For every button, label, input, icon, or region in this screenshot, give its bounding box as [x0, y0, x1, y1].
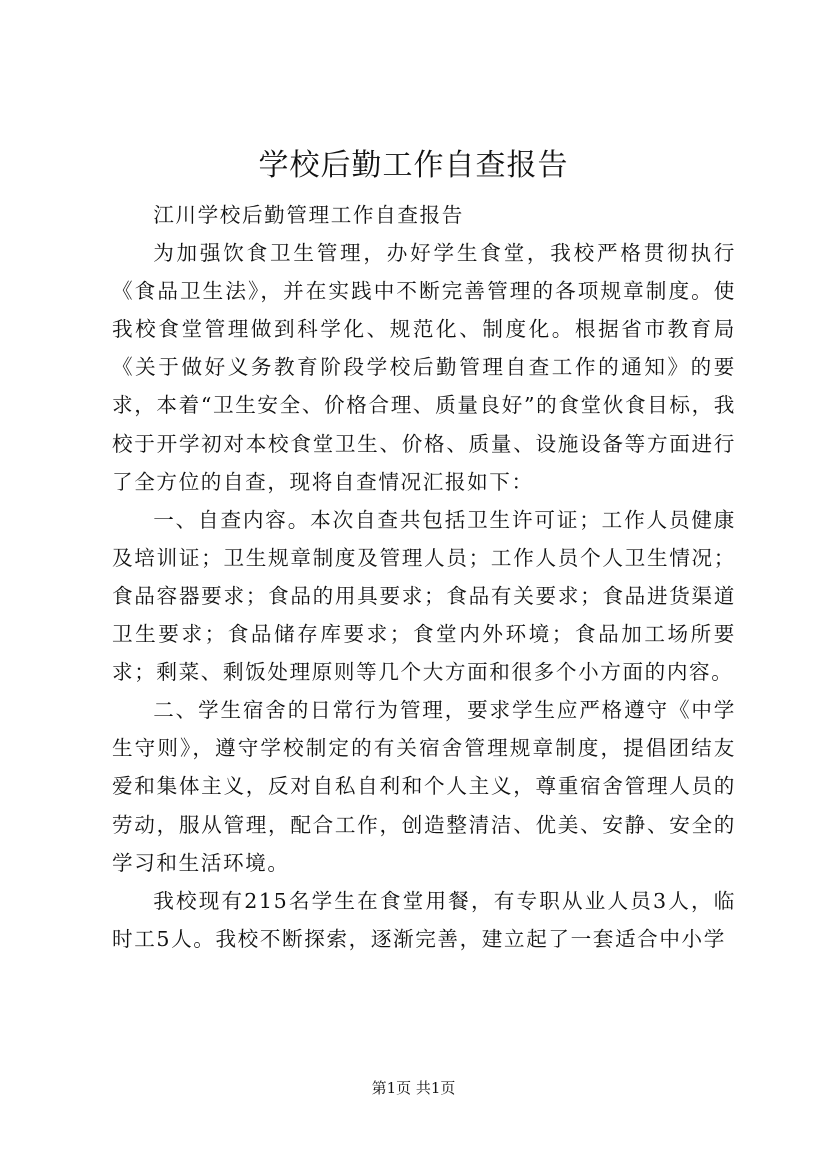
staff-paragraph: 我校现有215名学生在食堂用餐，有专职从业人员3人，临时工5人。我校不断探索，逐渐完善，建立起了一套适合中小学 — [112, 888, 736, 951]
subtitle-paragraph: 江川学校后勤管理工作自查报告 — [153, 203, 464, 227]
section-one-paragraph: 一、自查内容。本次自查共包括卫生许可证；工作人员健康及培训证；卫生规章制度及管理人员；工作人员个人卫生情况；食品容器要求；食品的用具要求；食品有关要求；食品进货渠道卫生要求；食品储存库要求；食堂内外环境；食品加工场所要求；剩菜、剩饭处理原则等几个大方面和很多个小方面的内容。 — [112, 507, 736, 685]
document-title: 学校后勤工作自查报告 — [258, 148, 569, 183]
document-body — [112, 196, 736, 958]
intro-paragraph: 为加强饮食卫生管理，办好学生食堂，我校严格贯彻执行《食品卫生法》，并在实践中不断完善管理的各项规章制度。使我校食堂管理做到科学化、规范化、制度化。根据省市教育局《关于做好义务教育阶段学校后勤管理自查工作的通知》的要求，本着“卫生安全、价格合理、质量良好”的食堂伙食目标，我校于开学初对本校食堂卫生、价格、质量、设施设备等方面进行了全方位的自查，现将自查情况汇报如下： — [112, 241, 736, 494]
section-two-paragraph: 二、学生宿舍的日常行为管理，要求学生应严格遵守《中学生守则》，遵守学校制定的有关宿舍管理规章制度，提倡团结友爱和集体主义，反对自私自利和个人主义，尊重宿舍管理人员的劳动，服从管理，配合工作，创造整清洁、优美、安静、安全的学习和生活环境。 — [112, 698, 736, 875]
page-footer: 第1页 共1页 — [371, 1079, 456, 1097]
